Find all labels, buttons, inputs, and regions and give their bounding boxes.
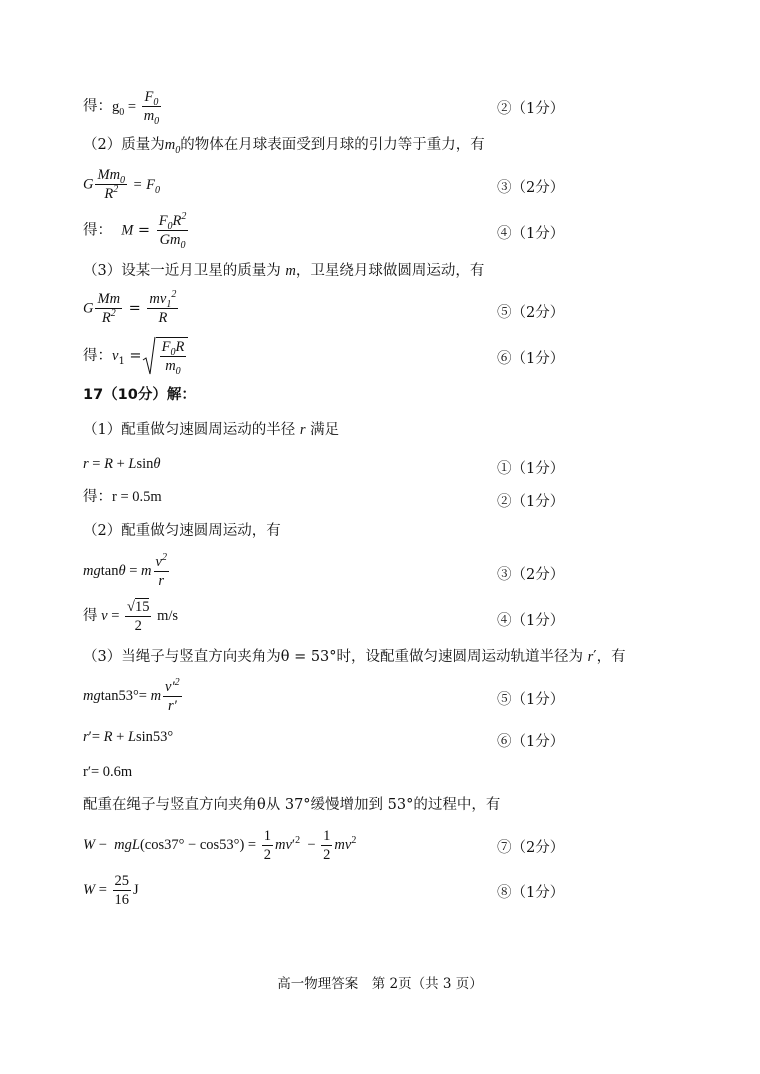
- formula-v-value: 得 v = $\frac{√15}{2}$ m/s: [83, 599, 179, 635]
- score-q17-4: ④（1分）: [497, 613, 565, 629]
- formula-radius-value: 得：r = 0.5m: [83, 489, 162, 505]
- formula-orbit-eq: G $\frac{Mm}{R^2}$ = $\frac{mv_1^2}{R}$: [83, 289, 177, 327]
- formula-tan53-eq: mgtan53°= m $\frac{v'^2}{r'}$: [83, 677, 180, 715]
- formula-gravity-eq: G $\frac{Mm_0}{R^2}$ = $F_0$: [83, 167, 160, 203]
- score-6: ⑥（1分）: [497, 351, 565, 367]
- formula-radius-53: r′= R + Lsin53°: [83, 729, 174, 745]
- score-5: ⑤（2分）: [497, 305, 565, 321]
- text-line-q17-part3: （3）当绳子与竖直方向夹角为θ = 53°时，设配重做匀速圆周运动轨道半径为 r′，有: [83, 649, 626, 665]
- score-q17-5: ⑤（1分）: [497, 692, 565, 708]
- score-q17-6: ⑥（1分）: [497, 734, 565, 750]
- formula-tan-eq: mgtanθ = m $\frac{v^2}{r}$: [83, 552, 167, 590]
- score-3: ③（2分）: [497, 180, 565, 196]
- score-q17-7: ⑦（2分）: [497, 840, 565, 856]
- text-line-q17-part2: （2）配重做匀速圆周运动，有: [83, 523, 281, 539]
- question-17-header: 17（10分）解：: [83, 387, 196, 403]
- score-2: ②（1分）: [497, 101, 565, 117]
- formula-work-energy: W − mgL(cos37° − cos53°) = $\frac{1}{2}$ $mv'^2$ − $\frac{1}{2}$ $mv^2$: [83, 828, 357, 864]
- score-4: ④（1分）: [497, 226, 565, 242]
- formula-radius-53-value: r′= 0.6m: [83, 764, 133, 780]
- formula-g0: 得：$g_0$ = $\frac{F_0}{m_0}$: [83, 89, 160, 128]
- score-q17-3: ③（2分）: [497, 567, 565, 583]
- formula-work-value: W = $\frac{25}{16}$ J: [83, 873, 139, 909]
- score-q17-1: ①（1分）: [497, 461, 565, 477]
- page-footer: 高一物理答案 第 2页（共 3 页）: [277, 976, 483, 992]
- text-line-work: 配重在绳子与竖直方向夹角θ从 37°缓慢增加到 53°的过程中，有: [83, 797, 501, 813]
- formula-mass: 得： M = $\frac{F_0R^2}{Gm_0}$: [83, 211, 187, 252]
- formula-radius: r = R + Lsinθ: [83, 456, 161, 472]
- score-q17-2: ②（1分）: [497, 494, 565, 510]
- score-q17-8: ⑧（1分）: [497, 885, 565, 901]
- text-line-part3: （3）设某一近月卫星的质量为 m，卫星绕月球做圆周运动，有: [83, 263, 485, 279]
- text-line-q17-part1: （1）配重做匀速圆周运动的半径 r 满足: [83, 422, 340, 438]
- formula-v1: 得：$v_1$ = $\frac{F_0R}{m_0}$: [83, 336, 188, 376]
- sqrt-sign-icon: [142, 336, 156, 376]
- text-line-part2: （2）质量为$m_0$的物体在月球表面受到月球的引力等于重力，有: [83, 137, 485, 156]
